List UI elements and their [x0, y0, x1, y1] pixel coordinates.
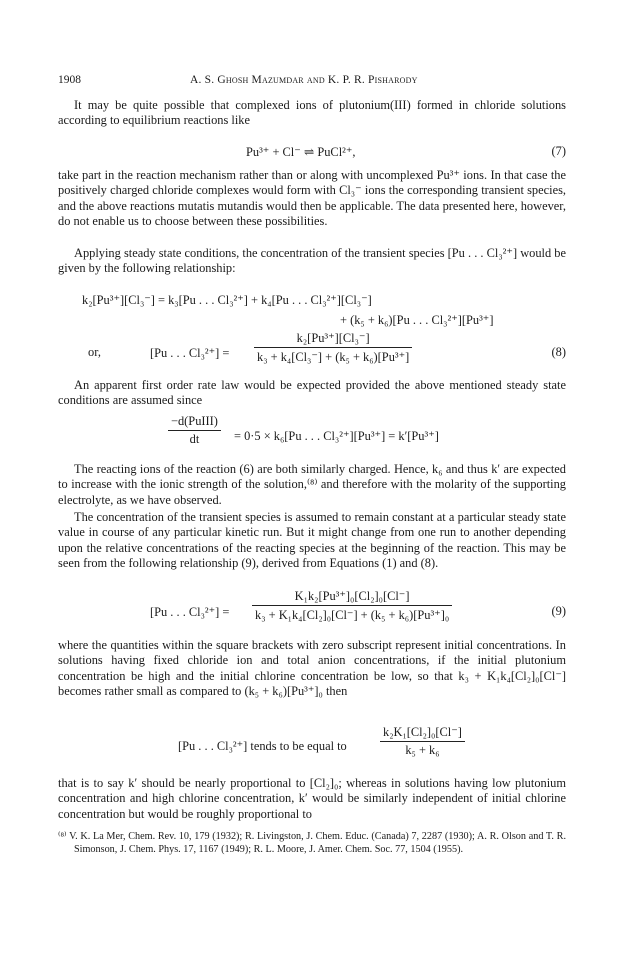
paragraph-1: It may be quite possible that complexed ions of plutonium(III) formed in chloride solutions according to equilibrium reactions like: [58, 98, 566, 128]
steady-state-line-2: + (k₅ + k₆)[Pu . . . Cl₃²⁺][Pu³⁺]: [340, 313, 494, 327]
equation-8-lhs: [Pu . . . Cl₃²⁺] =: [150, 346, 230, 360]
equation-7: Pu³⁺ + Cl⁻ ⇌ PuCl²⁺,: [246, 145, 356, 159]
page-number: 1908: [58, 74, 81, 86]
running-header: [58, 74, 568, 88]
or-label: or,: [88, 345, 101, 359]
equation-8-denominator: k₃ + k₄[Cl₃⁻] + (k₅ + k₆)[Pu³⁺]: [257, 350, 410, 364]
equation-9-lhs: [Pu . . . Cl₃²⁺] =: [150, 605, 230, 619]
tends-to-lhs: [Pu . . . Cl₃²⁺] tends to be equal to: [178, 739, 347, 753]
rate-law-fraction: [168, 414, 221, 447]
rate-law-rhs: = 0·5 × k₆[Pu . . . Cl₃²⁺][Pu³⁺] = k′[Pu³⁺]: [234, 429, 439, 443]
equation-8-number: (8): [551, 345, 566, 359]
equation-9-fraction: [252, 588, 452, 623]
equation-8-numerator: k₂[Pu³⁺][Cl₃⁻]: [254, 330, 412, 348]
paragraph-3: Applying steady state conditions, the concentration of the transient species [Pu . . . Cl₃²⁺] would be given by the following relationship:: [58, 246, 566, 276]
equation-8-fraction: [254, 330, 412, 365]
steady-state-line-1: k₂[Pu³⁺][Cl₃⁻] = k₃[Pu . . . Cl₃²⁺] + k₄[Pu . . . Cl₃²⁺][Cl₃⁻]: [82, 293, 372, 307]
equation-9-denominator: k₃ + K₁k₄[Cl₂]₀[Cl⁻] + (k₅ + k₆)[Pu³⁺]₀: [255, 608, 450, 622]
paragraph-2: take part in the reaction mechanism rather than or along with uncomplexed Pu³⁺ ions. In that case the positively charged chloride complexes would form with Cl₃⁻ ions the corresponding transient species, and the above reactions mutatis mutandis would then be applicable. The data presented here, however, do not enable us to choose between these possibilities.: [58, 168, 566, 228]
tends-to-fraction: [380, 724, 465, 758]
footnote: [58, 830, 566, 856]
paragraph-8: that is to say k′ should be nearly proportional to [Cl₂]₀; whereas in solutions having low plutonium concentration and high chlorine concentration, k′ would be similarly independent of initial chlorine concentration but would be roughly proportional to: [58, 776, 566, 821]
tends-to-denominator: k₅ + k₆: [405, 743, 440, 757]
rate-law-denominator: dt: [189, 432, 200, 446]
tends-to-numerator: k₂K₁[Cl₂]₀[Cl⁻]: [380, 724, 465, 742]
paragraph-6: The concentration of the transient species is assumed to remain constant at a particular steady state value in course of any particular kinetic run. But it might change from one run to another depending upon the relative concentrations of the reacting species at the beginning of the reaction. This may be seen from the following relationship (9), derived from Equations (1) and (8).: [58, 510, 566, 570]
paragraph-4: An apparent first order rate law would be expected provided the above mentioned steady state conditions are assumed since: [58, 378, 566, 408]
equation-9-numerator: K₁k₂[Pu³⁺]₀[Cl₂]₀[Cl⁻]: [252, 588, 452, 606]
footnote-text: ⁽⁸⁾ V. K. La Mer, Chem. Rev. 10, 179 (1932); R. Livingston, J. Chem. Educ. (Canada) 7, 2287 (1930); A. R. Olson and T. R. Simonson, J. Chem. Phys. 17, 1167 (1949); R. L. Moore, J. Amer. Chem. Soc. 77, 1504 (1955).: [58, 831, 566, 855]
paragraph-7: where the quantities within the square brackets with zero subscript represent initial concentrations. In solutions having fixed chloride ion and total anion concentrations, if the initial plutonium concentration be high and the initial chlorine concentration be low, so that k₃ + K₁k₄[Cl₂]₀[Cl⁻] becomes rather small as compared to (k₅ + k₆)[Pu³⁺]₀ then: [58, 638, 566, 698]
rate-law-numerator: −d(PuIII): [168, 414, 221, 431]
paragraph-5: The reacting ions of the reaction (6) are both similarly charged. Hence, k₆ and thus k′ are expected to increase with the ionic strength of the solution,⁽⁸⁾ and therefore with the molarity of the supporting electrolyte, as we have observed.: [58, 462, 566, 507]
running-head-authors: A. S. Ghosh Mazumdar and K. P. R. Pisharody: [190, 74, 418, 86]
equation-9-number: (9): [551, 604, 566, 618]
equation-7-number: (7): [551, 144, 566, 158]
